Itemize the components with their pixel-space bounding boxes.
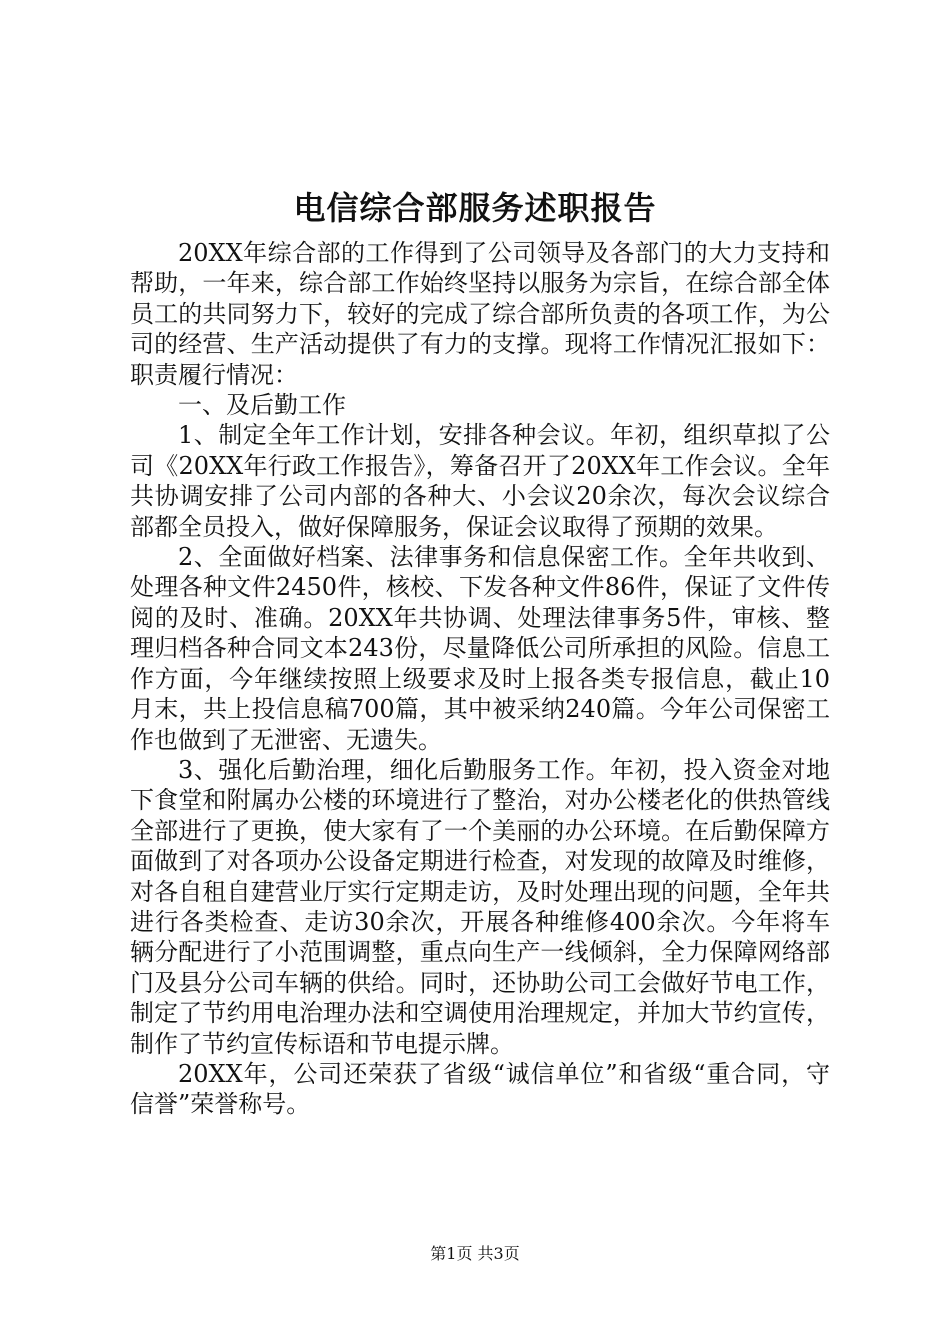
paragraph-item-1: 1、制定全年工作计划，安排各种会议。年初，组织草拟了公司《20XX年行政工作报告》，筹备召开了20XX年工作会议。全年共协调安排了公司内部的各种大、小会议20余次，每次会议综合部都全员投入，做好保障服务，保证会议取得了预期的效果。	[130, 421, 830, 541]
paragraph-item-3: 3、强化后勤治理，细化后勤服务工作。年初，投入资金对地下食堂和附属办公楼的环境进行了整治，对办公楼老化的供热管线全部进行了更换，使大家有了一个美丽的办公环境。在后勤保障方面做到了对各项办公设备定期进行检查，对发现的故障及时维修，对各自租自建营业厅实行定期走访，及时处理出现的问题，全年共进行各类检查、走访30余次，开展各种维修400余次。今年将车辆分配进行了小范围调整，重点向生产一线倾斜，全力保障网络部门及县分公司车辆的供给。同时，还协助公司工会做好节电工作，制定了节约用电治理办法和空调使用治理规定，并加大节约宣传，制作了节约宣传标语和节电提示牌。	[130, 755, 830, 1058]
paragraph-intro: 20XX年综合部的工作得到了公司领导及各部门的大力支持和帮助，一年来，综合部工作始终坚持以服务为宗旨，在综合部全体员工的共同努力下，较好的完成了综合部所负责的各项工作，为公司的经营、生产活动提供了有力的支撑。现将工作情况汇报如下：职责履行情况：	[130, 239, 830, 389]
paragraph-closing: 20XX年，公司还荣获了省级“诚信单位”和省级“重合同，守信誉”荣誉称号。	[130, 1059, 830, 1119]
document-body	[130, 238, 830, 1120]
document-title: 电信综合部服务述职报告	[293, 189, 657, 227]
page-footer: 第1页 共3页	[430, 1244, 520, 1263]
section-heading: 一、及后勤工作	[178, 391, 346, 420]
paragraph-item-2: 2、全面做好档案、法律事务和信息保密工作。全年共收到、处理各种文件2450件，核校、下发各种文件86件，保证了文件传阅的及时、准确。20XX年共协调、处理法律事务5件，审核、整理归档各种合同文本243份，尽量降低公司所承担的风险。信息工作方面，今年继续按照上级要求及时上报各类专报信息，截止10月末，共上投信息稿700篇，其中被采纳240篇。今年公司保密工作也做到了无泄密、无遗失。	[130, 543, 830, 754]
